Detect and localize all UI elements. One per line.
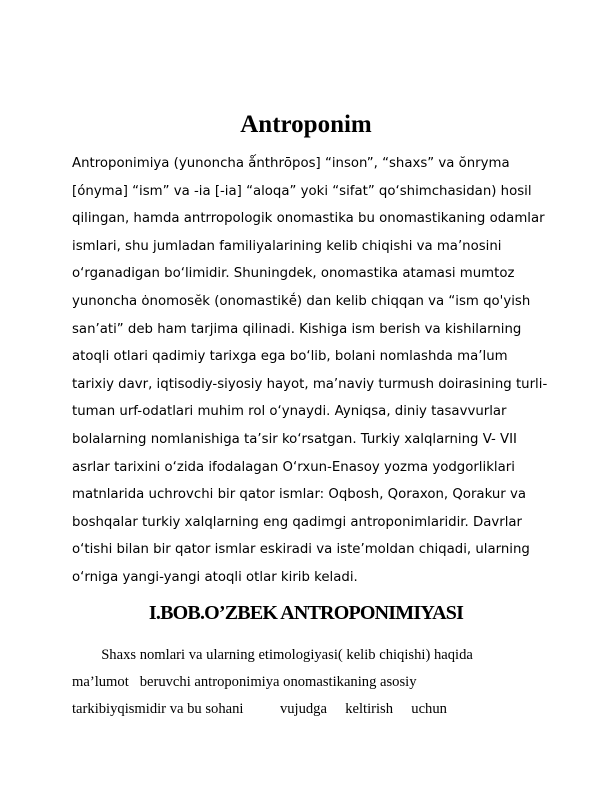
paragraph-line: bolalarning nomlanishiga ta’sir ko‘rsatgan. Turkiy xalqlarning V- VII bbox=[72, 431, 517, 447]
paragraph-line: Antroponimiya (yunoncha ǻnthrōpos] “inson”, “shaxs” va ŏnryma bbox=[72, 156, 510, 171]
paragraph-line: boshqalar turkiy xalqlarning eng qadimgi antroponimlaridir. Davrlar bbox=[72, 514, 523, 530]
paragraph-line: ma’lumot beruvchi antroponimiya onomastikaning asosiy bbox=[72, 674, 417, 690]
paragraph-line: [ónyma] “ism” va -ia [-ia] “aloqa” yoki “sifat” qo‘shimchasidan) hosil bbox=[72, 183, 532, 199]
paragraph-line: o‘tishi bilan bir qator ismlar eskiradi va iste’moldan chiqadi, ularning bbox=[72, 542, 530, 558]
document-title: Antroponim bbox=[240, 111, 372, 138]
paragraph-line: matnlarida uchrovchi bir qator ismlar: Oqbosh, Qoraxon, Qorakur va bbox=[72, 487, 527, 503]
paragraph-line: tuman urf-odatlari muhim rol o‘ynaydi. Ayniqsa, diniy tasavvurlar bbox=[72, 404, 507, 420]
paragraph-line: o‘rniga yangi-yangi atoqli otlar kirib keladi. bbox=[72, 569, 358, 585]
paragraph-line: asrlar tarixini o‘zida ifodalagan O‘rxun-Enasoy yozma yodgorliklari bbox=[72, 459, 515, 475]
chapter-heading: I.BOB.O’ZBEK ANTROPONIMIYASI bbox=[148, 602, 464, 624]
paragraph-line: san’ati” deb ham tarjima qilinadi. Kishiga ism berish va kishilarning bbox=[72, 321, 522, 337]
paragraph-line: atoqli otlari qadimiy tarixga ega bo‘lib, bolani nomlashda ma’lum bbox=[72, 349, 508, 365]
intro-paragraph bbox=[72, 150, 548, 592]
paragraph-line: o‘rganadigan bo‘limidir. Shuningdek, onomastika atamasi mumtoz bbox=[72, 266, 515, 282]
paragraph-line: qilingan, hamda antrropologik onomastika bu onomastikaning odamlar bbox=[72, 211, 545, 227]
paragraph-line: ismlari, shu jumladan familiyalarining kelib chiqishi va ma’nosini bbox=[72, 238, 502, 254]
paragraph-line: tarkibiyqismidir va bu sohani vujudga keltirish uchun bbox=[72, 701, 447, 717]
paragraph-line: tarixiy davr, iqtisodiy-siyosiy hayot, ma’naviy turmush doirasining turli- bbox=[72, 376, 548, 392]
paragraph-line: yunoncha ȯnomosĕk (onomastikḗ) dan kelib chiqqan va “ism qo'yish bbox=[72, 293, 531, 309]
chapter-paragraph bbox=[72, 642, 542, 723]
paragraph-line: Shaxs nomlari va ularning etimologiyasi( kelib chiqishi) haqida bbox=[72, 647, 473, 663]
